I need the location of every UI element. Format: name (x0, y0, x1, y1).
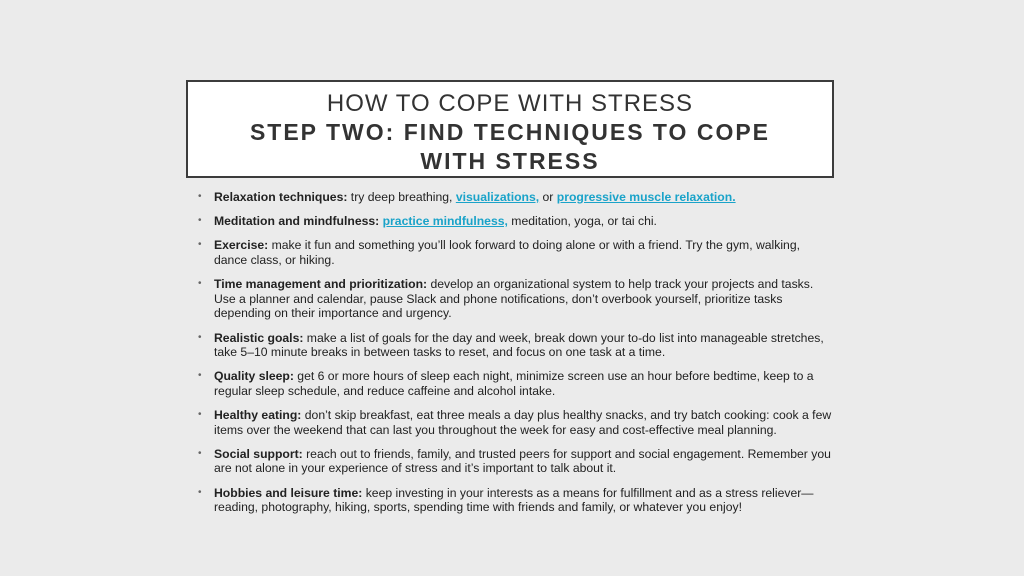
bullet-text: develop an organizational system to help track your projects and tasks. Use a planner and calendar, pause Slack and phone notifications, don’t overbook yourself, prioritize tasks depending on their importance and urgency. (214, 277, 814, 321)
slide-subtitle: STEP TWO: FIND TECHNIQUES TO COPE WITH STRESS (249, 119, 771, 174)
progressive-muscle-relaxation-link[interactable]: progressive muscle relaxation. (556, 190, 736, 204)
bullet-text: keep investing in your interests as a means for fulfillment and as a stress reliever—reading, photography, hiking, sports, spending time with friends and family, or whatever you enjoy! (214, 485, 814, 515)
bullet-meditation-and-mindfulness (196, 214, 836, 229)
bullet-relaxation-techniques (196, 190, 836, 205)
bullet-text: don’t skip breakfast, eat three meals a day plus healthy snacks, and try batch cooking: cook a few items over the weekend that can last you throughout the week for easy and cost-effective meal planning. (214, 408, 832, 437)
bullet-social-support (196, 447, 836, 476)
bullet-dot-icon: • (198, 331, 202, 343)
bullet-text: reach out to friends, family, and trusted peers for support and social engagement. Remember you are not alone in your experience of stress and it’s important to talk about it. (214, 446, 831, 476)
bullet-dot-icon: • (198, 447, 202, 459)
bullet-term: Time management and prioritization: (214, 277, 428, 292)
bullet-text: make it fun and something you’ll look forward to doing alone or with a friend. Try the gym, walking, dance class, or hiking. (214, 238, 800, 267)
practice-mindfulness-link[interactable]: practice mindfulness, (382, 214, 508, 229)
bullet-term: Exercise: (214, 238, 269, 253)
bullet-term: Hobbies and leisure time: (214, 485, 363, 500)
bullet-exercise (196, 238, 836, 267)
bullet-term: Realistic goals: (214, 330, 304, 345)
slide-title: HOW TO COPE WITH STRESS (326, 90, 694, 117)
bullet-text: meditation, yoga, or tai chi. (507, 214, 657, 229)
bullet-dot-icon: • (198, 215, 202, 227)
bullet-dot-icon: • (198, 409, 202, 421)
bullet-text: try deep breathing, (347, 190, 456, 204)
bullet-dot-icon: • (198, 486, 202, 498)
bullet-time-management (196, 277, 836, 321)
bullet-dot-icon: • (198, 370, 202, 382)
bullet-hobbies-and-leisure (196, 486, 836, 515)
bullet-dot-icon: • (198, 239, 202, 251)
bullet-quality-sleep (196, 369, 836, 398)
bullet-term: Meditation and mindfulness: (214, 214, 380, 229)
bullet-term: Healthy eating: (214, 408, 302, 423)
bullet-term: Relaxation techniques: (214, 190, 348, 204)
bullet-text: make a list of goals for the day and week, break down your to-do list into manageable stretches, take 5–10 minute breaks in between tasks to reset, and focus on one task at a time. (214, 330, 824, 360)
bullet-realistic-goals (196, 331, 836, 360)
bullet-list (196, 190, 836, 524)
bullet-text: or (539, 190, 557, 204)
bullet-text: get 6 or more hours of sleep each night, minimize screen use an hour before bedtime, keep to a regular sleep schedule, and reduce caffeine and alcohol intake. (214, 369, 814, 398)
bullet-dot-icon: • (198, 191, 202, 202)
visualizations-link[interactable]: visualizations, (455, 190, 540, 204)
slide-title-box (186, 80, 834, 178)
bullet-term: Quality sleep: (214, 369, 294, 384)
bullet-term: Social support: (214, 446, 303, 461)
bullet-healthy-eating (196, 408, 836, 437)
bullet-dot-icon: • (198, 278, 202, 290)
